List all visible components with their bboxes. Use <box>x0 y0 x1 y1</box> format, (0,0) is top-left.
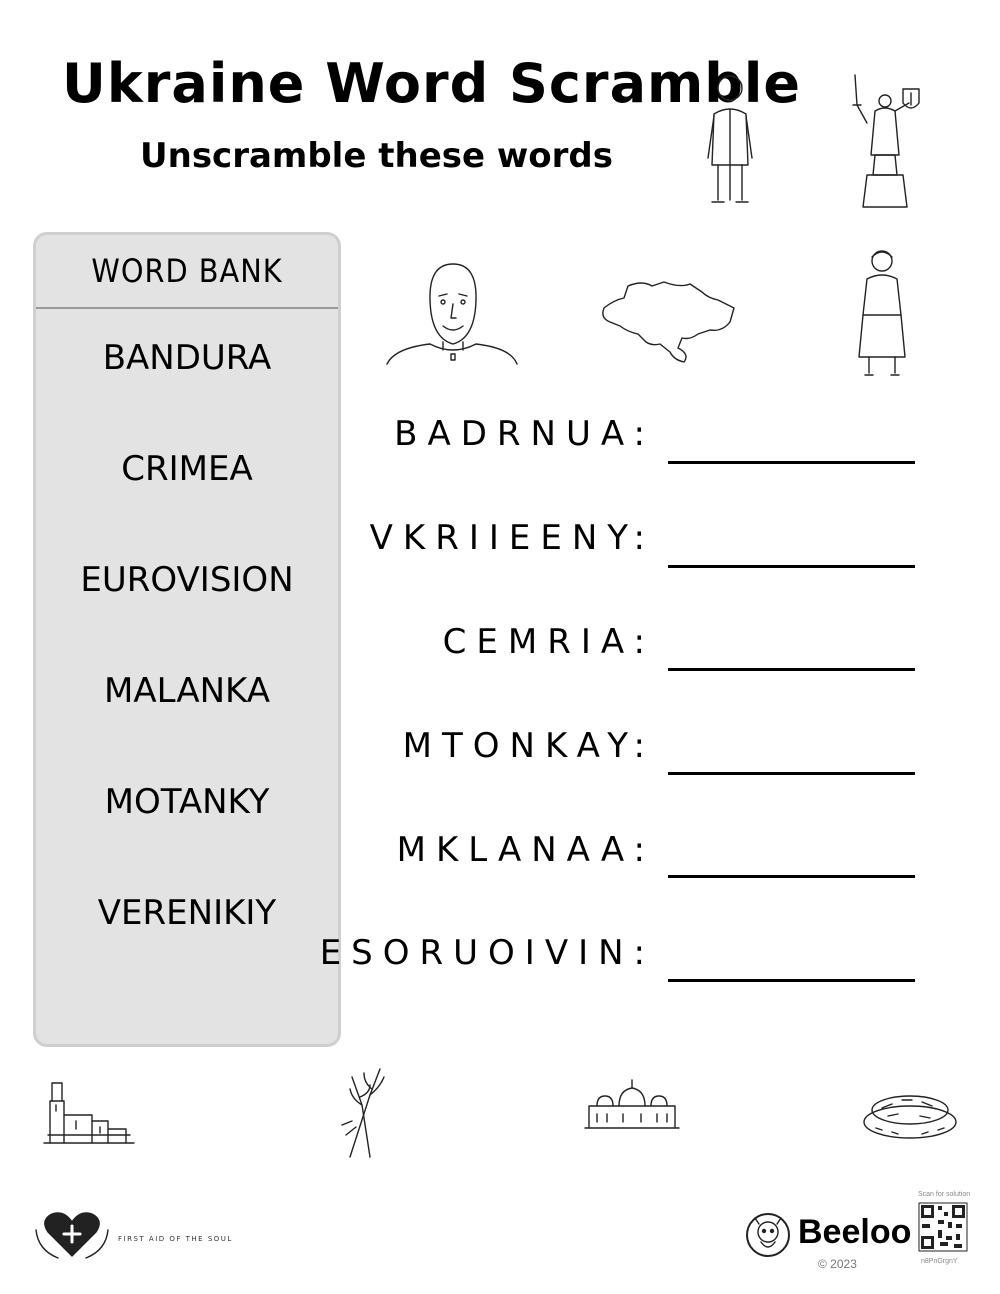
statue-icon <box>845 75 925 210</box>
woman-figure-icon <box>855 245 910 380</box>
word-bank-item: CRIMEA <box>121 449 253 489</box>
ukraine-map-icon <box>598 278 738 368</box>
word-bank-panel <box>33 232 341 1047</box>
castle-icon <box>42 1075 137 1150</box>
bee-logo-icon <box>745 1212 791 1258</box>
solution-code: n8PnGrgnY <box>921 1258 958 1265</box>
scrambled-word: CEMRIA: <box>442 622 655 662</box>
heart-hands-icon <box>34 1210 110 1262</box>
scrambled-word: VKRIIEENY: <box>369 518 655 558</box>
copyright: © 2023 <box>818 1257 857 1271</box>
answer-line[interactable] <box>668 461 915 464</box>
answer-line[interactable] <box>668 668 915 671</box>
brand-name: Beeloo <box>798 1213 912 1251</box>
scrambled-word: MKLANAA: <box>396 830 655 870</box>
answer-line[interactable] <box>668 772 915 775</box>
page-subtitle: Unscramble these words <box>140 136 613 176</box>
word-bank-item: MOTANKY <box>104 782 270 822</box>
wheat-icon <box>340 1065 395 1160</box>
scrambled-word: BADRNUA: <box>394 414 655 454</box>
bread-icon <box>862 1088 958 1140</box>
scan-label: Scan for solution <box>918 1191 971 1198</box>
word-bank-heading: WORD BANK <box>36 235 338 309</box>
cathedral-icon <box>583 1078 681 1130</box>
face-portrait-icon <box>385 260 520 370</box>
answer-line[interactable] <box>668 979 915 982</box>
answer-line[interactable] <box>668 565 915 568</box>
word-bank-item: EUROVISION <box>80 560 294 600</box>
page-title: Ukraine Word Scramble <box>62 52 802 115</box>
org-text: FIRST AID OF THE SOUL <box>118 1235 233 1243</box>
word-bank-item: BANDURA <box>102 338 272 378</box>
answer-line[interactable] <box>668 875 915 878</box>
qr-code-icon[interactable] <box>918 1202 968 1252</box>
word-bank-item: VERENIKIY <box>97 893 277 933</box>
man-figure-icon <box>700 70 760 210</box>
word-bank-item: MALANKA <box>104 671 270 711</box>
scrambled-word: MTONKAY: <box>402 726 655 766</box>
scrambled-word: ESORUOIVIN: <box>319 933 655 973</box>
